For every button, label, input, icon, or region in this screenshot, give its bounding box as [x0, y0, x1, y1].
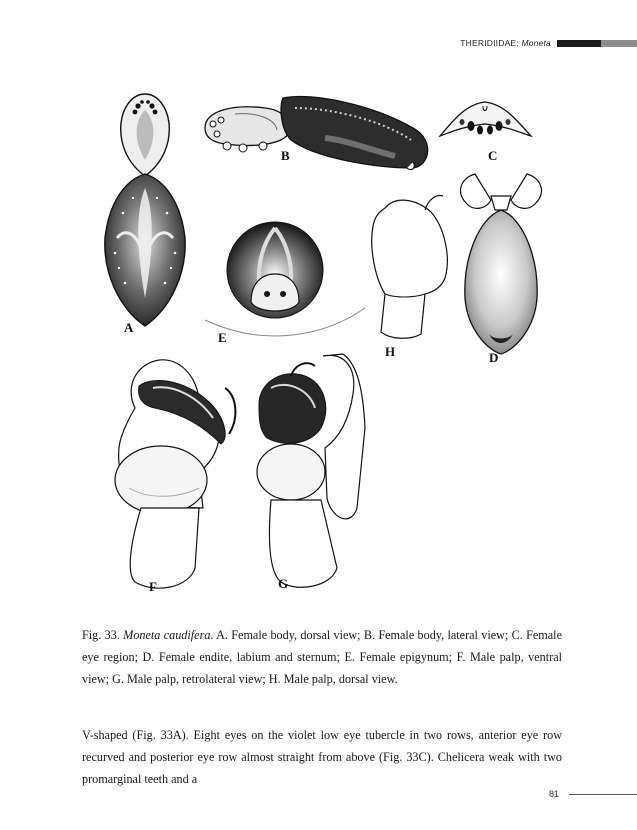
- running-head-family: THERIDIIDAE:: [460, 38, 522, 48]
- page-footer: [549, 789, 637, 799]
- panel-label-g: G: [278, 576, 289, 591]
- figure-drawings: [95, 88, 555, 598]
- panel-h-drawing: [372, 196, 448, 339]
- caption-text: . A. Female body, dorsal view; B. Female body, lateral view; C. Female eye region; D. Female endite, labium and sternum; E. Female epigynum; F. Male palp, ventral view; G. Male palp, retrolateral view; H. Male palp, dorsal view.: [82, 628, 562, 687]
- body-paragraph: V-shaped (Fig. 33A). Eight eyes on the violet low eye tubercle in two rows, anterior eye row recurved and posterior eye row almost straight from above (Fig. 33C). Chelicera weak with two promarginal teeth and a: [82, 728, 562, 787]
- panel-label-a: A: [124, 320, 134, 335]
- panel-g-drawing: [257, 354, 365, 587]
- running-head: [460, 38, 637, 48]
- panel-c-drawing: [440, 102, 531, 136]
- panel-label-b: B: [281, 148, 290, 163]
- caption-species: Moneta caudifera: [123, 628, 211, 643]
- panel-label-d: D: [489, 350, 499, 365]
- panel-label-c: C: [488, 148, 498, 163]
- figure-plate: [95, 88, 555, 598]
- caption-figure-number: Fig. 33.: [82, 628, 124, 643]
- running-head-bar-gray: [601, 40, 637, 47]
- footer-rule: [569, 794, 637, 795]
- running-head-text: [460, 38, 551, 48]
- running-head-genus: Moneta: [521, 38, 551, 48]
- panel-f-drawing: [115, 360, 235, 588]
- page-number: 81: [548, 789, 559, 799]
- running-head-bar-dark: [557, 40, 601, 47]
- panel-label-f: F: [149, 579, 157, 594]
- panel-d-drawing: [461, 174, 542, 354]
- figure-caption: [82, 624, 562, 690]
- panel-label-e: E: [218, 330, 227, 345]
- panel-b-drawing: [205, 97, 428, 170]
- panel-e-drawing: [205, 222, 365, 336]
- panel-a-drawing: [105, 94, 185, 326]
- panel-label-h: H: [385, 344, 396, 359]
